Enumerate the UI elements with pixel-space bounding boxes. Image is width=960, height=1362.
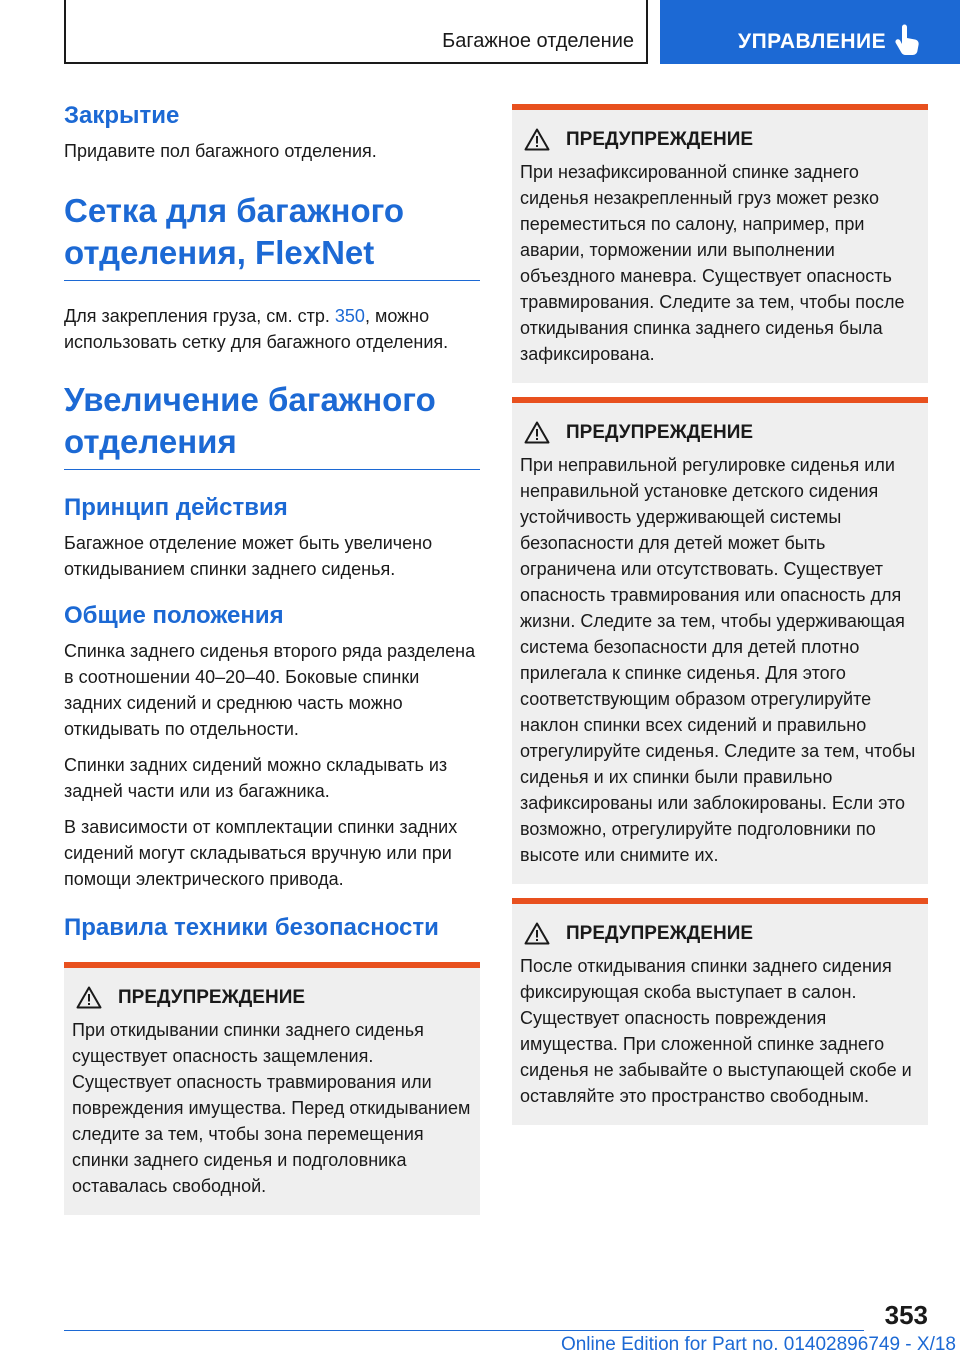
warning-text: При неправильной регулировке сиденья или неправильной установке детского сидения устойчивость удерживающей системы безопасности для детей может быть ограничена или отсутствовать. Существует опасность травмирования или опасность для жизни. Следите за тем, чтобы удерживающая система безопасности для детей плотно прилегала к спинке сиденья. Для этого соответствующим образом отрегулируйте наклон спинки всех сидений и правильно отрегулируйте сиденья. Следите за тем, чтобы сиденья и их спинки были правильно зафиксированы или заблокированы. Если это возможно, отрегулируйте подголовники по высоте или снимите их. — [520, 455, 916, 865]
right-column — [512, 104, 928, 1125]
header-chapter-label: УПРАВЛЕНИЕ — [738, 30, 887, 53]
warning-triangle-icon — [524, 128, 550, 151]
closing-heading: Закрытие — [64, 102, 180, 129]
warning-triangle-icon — [524, 421, 550, 444]
warning-box-child-seat — [512, 397, 928, 884]
warning-text: При откидывании спинки заднего сиденья существует опасность защемления. Существует опасность травмирования или повреждения имущества. Перед откидыванием следите за тем, чтобы зона перемещения спинки заднего сиденья и подголовника оставалась свободной. — [72, 1020, 471, 1196]
page-link-350[interactable]: 350 — [334, 306, 365, 326]
flexnet-text: Для закрепления груза, см. стр. 350, можно использовать сетку для багажного отделения. — [64, 306, 449, 352]
warning-box-cargo — [512, 104, 928, 383]
general-heading: Общие положения — [64, 602, 284, 629]
header-section-box — [64, 0, 648, 64]
general-paragraph-3: В зависимости от комплектации спинки задних сидений могут складываться вручную или при помощи электрического привода. — [64, 817, 458, 889]
warning-title: ПРЕДУПРЕЖДЕНИЕ — [520, 922, 920, 945]
warning-text: При незафиксированной спинке заднего сиденья незакрепленный груз может резко переместиться по салону, например, при аварии, торможении или выполнении объездного маневра. Существует опасность травмирования. Следите за тем, чтобы после откидывания спинка заднего сиденья была зафиксирована. — [520, 162, 905, 364]
hand-pointer-icon — [893, 24, 923, 56]
left-column — [64, 100, 480, 1215]
warning-box-pinch — [64, 962, 480, 1215]
general-paragraph-2: Спинки задних сидений можно складывать из задней части или из багажника. — [64, 755, 448, 801]
warning-title: ПРЕДУПРЕЖДЕНИЕ — [520, 128, 920, 151]
flexnet-heading: Сетка для багажного отделения, FlexNet — [64, 190, 480, 281]
warning-triangle-icon — [524, 922, 550, 945]
warning-box-bracket — [512, 898, 928, 1125]
footer-divider — [64, 1330, 864, 1331]
principle-heading: Принцип действия — [64, 494, 288, 521]
warning-triangle-icon — [76, 986, 102, 1009]
warning-text: После откидывания спинки заднего сидения фиксирующая скоба выступает в салон. Существует опасность повреждения имущества. При сложенной спинке заднего сиденья не забывайте о выступающей скобе и оставляйте это пространство свободным. — [520, 956, 912, 1106]
enlarge-heading: Увеличение багажного отделения — [64, 379, 480, 470]
general-paragraph-1: Спинка заднего сиденья второго ряда разделена в соотношении 40–20–40. Боковые спинки задних сидений и среднюю часть можно откидывать по отдельности. — [64, 641, 476, 739]
closing-text: Придавите пол багажного отделения. — [64, 141, 377, 161]
page-number: 353 — [884, 1300, 928, 1330]
header-section-title: Багажное отделение — [442, 30, 634, 52]
header-chapter-tab[interactable] — [660, 0, 960, 64]
footer-edition: Online Edition for Part no. 01402896749 - X/18 — [560, 1334, 956, 1355]
warning-title: ПРЕДУПРЕЖДЕНИЕ — [72, 986, 472, 1009]
principle-text: Багажное отделение может быть увеличено откидыванием спинки заднего сиденья. — [64, 533, 433, 579]
safety-heading: Правила техники безопасности — [64, 914, 439, 941]
warning-title: ПРЕДУПРЕЖДЕНИЕ — [520, 421, 920, 444]
